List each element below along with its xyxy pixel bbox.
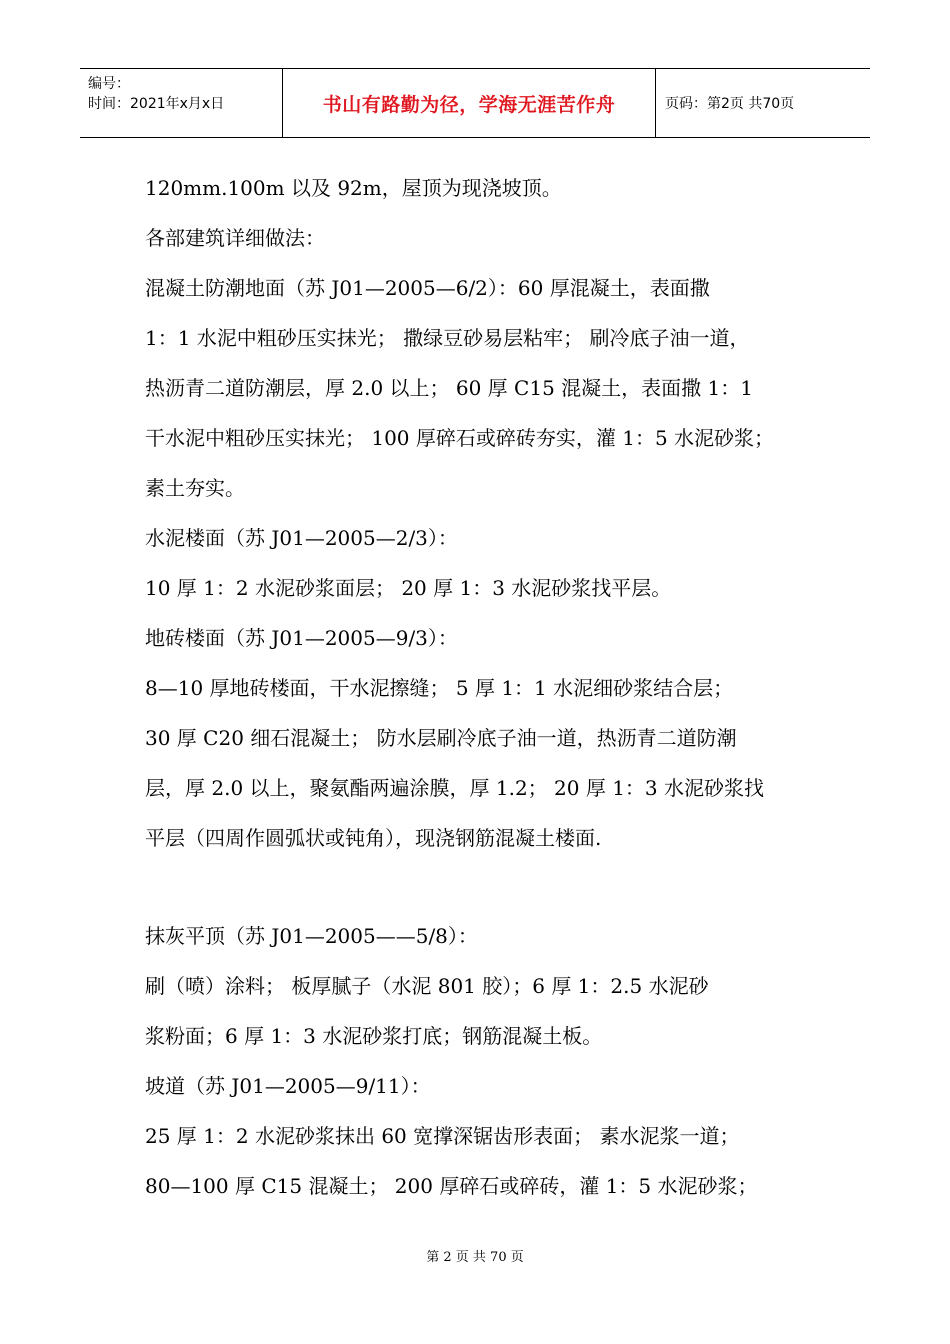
body-line: 120mm.100m 以及 92m，屋顶为现浇坡顶。 — [145, 176, 562, 200]
body-line: 层，厚 2.0 以上，聚氨酯两遍涂膜，厚 1.2； 20 厚 1：3 水泥砂浆找 — [145, 776, 765, 800]
date-text: 时间：2021年x月x日 — [88, 96, 225, 112]
page-header — [80, 68, 870, 138]
header-motto-cell — [282, 69, 656, 137]
header-page-cell — [655, 69, 870, 137]
body-line: 水泥楼面（苏 J01—2005—2/3）： — [145, 526, 458, 550]
page-info: 页码：第2页 共70页 — [665, 96, 795, 112]
body-line: 1：1 水泥中粗砂压实抹光； 撒绿豆砂易层粘牢； 刷冷底子油一道， — [145, 326, 750, 350]
body-line: 浆粉面；6 厚 1：3 水泥砂浆打底；钢筋混凝土板。 — [145, 1024, 603, 1048]
body-line: 30 厚 C20 细石混凝土； 防水层刷冷底子油一道，热沥青二道防潮 — [145, 726, 737, 750]
body-line: 热沥青二道防潮层，厚 2.0 以上； 60 厚 C15 混凝土，表面撒 1：1 — [145, 376, 753, 400]
body-line: 干水泥中粗砂压实抹光； 100 厚碎石或碎砖夯实，灌 1：5 水泥砂浆； — [145, 426, 775, 450]
body-line: 80—100 厚 C15 混凝土； 200 厚碎石或碎砖，灌 1：5 水泥砂浆； — [145, 1174, 758, 1198]
body-line: 地砖楼面（苏 J01—2005—9/3）： — [145, 626, 458, 650]
body-line: 8—10 厚地砖楼面，干水泥擦缝； 5 厚 1：1 水泥细砂浆结合层； — [145, 676, 734, 700]
body-line: 坡道（苏 J01—2005—9/11）： — [145, 1074, 431, 1098]
body-line: 混凝土防潮地面（苏 J01—2005—6/2）：60 厚混凝土，表面撒 — [145, 276, 710, 300]
body-line: 刷（喷）涂料； 板厚腻子（水泥 801 胶）；6 厚 1：2.5 水泥砂 — [145, 974, 709, 998]
body-line: 各部建筑详细做法： — [145, 226, 325, 250]
body-line: 抹灰平顶（苏 J01—2005——5/8）： — [145, 924, 478, 948]
motto: 书山有路勤为径，学海无涯苦作舟 — [322, 93, 616, 116]
page-footer: 第 2 页 共 70 页 — [426, 1250, 524, 1265]
body-line: 25 厚 1：2 水泥砂浆抹出 60 宽撑深锯齿形表面； 素水泥浆一道； — [145, 1124, 740, 1148]
number-label: 编号： — [88, 76, 130, 92]
body-line: 10 厚 1：2 水泥砂浆面层； 20 厚 1：3 水泥砂浆找平层。 — [145, 576, 672, 600]
body-line: 素土夯实。 — [145, 476, 245, 500]
body-line: 平层（四周作圆弧状或钝角），现浇钢筋混凝土楼面. — [145, 826, 602, 850]
header-meta — [80, 69, 282, 137]
